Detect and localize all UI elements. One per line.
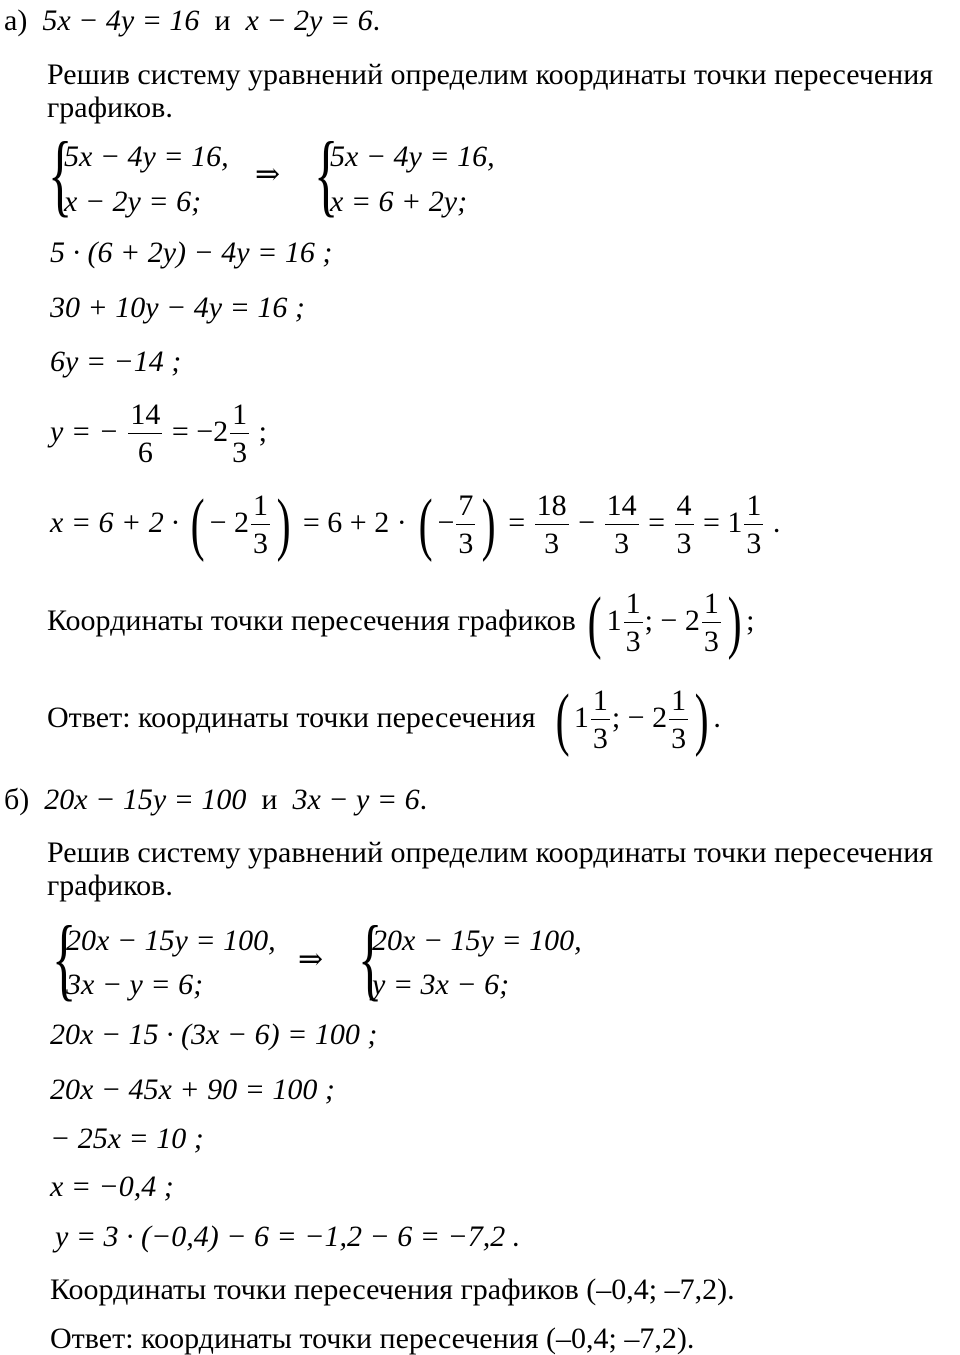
denominator: 6: [137, 436, 153, 469]
open-paren-icon: (: [190, 486, 205, 563]
numerator: 14: [605, 491, 639, 525]
step-5-minus: −: [578, 505, 596, 539]
part-a-equation-1: 5x − 4y = 16: [42, 4, 200, 37]
part-a-heading: [4, 6, 380, 36]
part-b-system-1-line-1: 20x − 15y = 100,: [66, 924, 276, 957]
part-a-system-1-line-1: 5x − 4y = 16,: [64, 140, 229, 173]
part-b-intro-line-1: Решив систему уравнений определим координаты точки пересечения: [47, 836, 934, 869]
denominator: 3: [614, 527, 630, 560]
denominator: 3: [746, 527, 762, 560]
part-b-system-2-line-2: y = 3x − 6;: [372, 968, 510, 1001]
numerator: 1: [624, 589, 643, 623]
implies-arrow-icon: ⇒: [255, 158, 281, 191]
coords-whole: 1: [573, 700, 589, 734]
denominator: 3: [625, 625, 641, 658]
part-b-system-2-line-1: 20x − 15y = 100,: [372, 924, 582, 957]
brace-icon: {: [51, 907, 77, 1009]
numerator: 1: [251, 491, 270, 525]
part-a-system-2-line-1: 5x − 4y = 16,: [330, 140, 495, 173]
step-5-prefix: x = 6 + 2 ·: [50, 505, 179, 539]
fraction: [605, 491, 639, 559]
part-a-answer: [47, 681, 721, 758]
denominator: 3: [671, 722, 687, 755]
open-paren-icon: (: [418, 486, 433, 563]
coords-sep: ; − 2: [644, 603, 700, 637]
numerator: 7: [456, 491, 475, 525]
numerator: 14: [128, 400, 162, 434]
open-paren-icon: (: [587, 584, 602, 661]
step-4-end: ;: [258, 414, 267, 448]
denominator: 3: [253, 527, 269, 560]
coords-sep: ; − 2: [611, 700, 668, 734]
part-a-system-1-line-2: x − 2y = 6;: [64, 185, 202, 218]
numerator: 1: [230, 400, 249, 434]
part-b-and: и: [261, 783, 278, 816]
fraction: [535, 491, 569, 559]
part-b-answer: Ответ: координаты точки пересечения (–0,4; –7,2).: [50, 1322, 695, 1355]
part-a-step-3: 6y = −14 ;: [50, 345, 182, 378]
denominator: 3: [232, 436, 248, 469]
fraction: [230, 400, 249, 468]
step-5-inner-1: − 2: [209, 505, 250, 539]
part-b-step-1: 20x − 15 · (3x − 6) = 100 ;: [50, 1018, 378, 1051]
step-5-end: .: [772, 505, 781, 539]
close-paren-icon: ): [276, 486, 291, 563]
step-5-eq-1: =: [508, 505, 526, 539]
part-a-step-2: 30 + 10y − 4y = 16 ;: [50, 291, 305, 324]
denominator: 3: [544, 527, 560, 560]
period: .: [419, 783, 428, 816]
close-paren-icon: ): [727, 584, 742, 661]
fraction: [128, 400, 162, 468]
step-5-mid: = 6 + 2 ·: [302, 505, 407, 539]
denominator: 3: [676, 527, 692, 560]
part-a-system-2-line-2: x = 6 + 2y;: [330, 185, 468, 218]
fraction: [591, 686, 610, 754]
step-5-eq-3: = 1: [703, 505, 743, 539]
numerator: 18: [535, 491, 569, 525]
implies-arrow-icon: ⇒: [298, 943, 324, 976]
coords-text: Координаты точки пересечения графиков: [47, 603, 576, 637]
answer-end: .: [713, 700, 721, 734]
brace-icon: {: [47, 123, 73, 225]
part-a-intro-line-1: Решив систему уравнений определим координаты точки пересечения: [47, 58, 934, 91]
fraction: [669, 686, 688, 754]
fraction: [251, 491, 270, 559]
close-paren-icon: ): [482, 486, 497, 563]
part-b-coords: Координаты точки пересечения графиков (–0,4; –7,2).: [50, 1273, 735, 1306]
part-b-equation-1: 20x − 15y = 100: [44, 783, 247, 816]
open-paren-icon: (: [555, 681, 570, 758]
fraction: [744, 491, 763, 559]
coords-whole: 1: [606, 603, 622, 637]
part-a-step-4: [50, 400, 267, 468]
part-a-step-5: [50, 486, 781, 563]
close-paren-icon: ): [694, 681, 709, 758]
part-b-step-3: − 25x = 10 ;: [50, 1122, 204, 1155]
fraction: [456, 491, 475, 559]
numerator: 1: [669, 686, 688, 720]
numerator: 1: [591, 686, 610, 720]
step-5-inner-2: −: [437, 505, 455, 539]
numerator: 1: [744, 491, 763, 525]
brace-icon: {: [357, 907, 383, 1009]
part-a-intro-line-2: графиков.: [47, 91, 173, 124]
part-b-label: б): [4, 783, 30, 816]
step-5-eq-2: =: [648, 505, 665, 539]
part-b-step-2: 20x − 45x + 90 = 100 ;: [50, 1073, 335, 1106]
part-a-equation-2: x − 2y = 6: [245, 4, 373, 37]
numerator: 1: [702, 589, 721, 623]
fraction: [624, 589, 643, 657]
denominator: 3: [592, 722, 608, 755]
fraction: [675, 491, 694, 559]
part-a-step-1: 5 · (6 + 2y) − 4y = 16 ;: [50, 236, 333, 269]
part-b-step-5: y = 3 · (−0,4) − 6 = −1,2 − 6 = −7,2 .: [55, 1220, 521, 1253]
numerator: 4: [675, 491, 694, 525]
part-b-heading: [4, 785, 427, 815]
denominator: 3: [458, 527, 474, 560]
step-4-prefix: y = −: [50, 414, 119, 448]
part-b-step-4: x = −0,4 ;: [50, 1170, 174, 1203]
part-b-system-1-line-2: 3x − y = 6;: [66, 968, 204, 1001]
answer-text: Ответ: координаты точки пересечения: [47, 700, 536, 734]
coords-end: ;: [746, 603, 755, 637]
part-a-coords: [47, 584, 755, 661]
fraction: [702, 589, 721, 657]
denominator: 3: [703, 625, 719, 658]
period: .: [372, 4, 381, 37]
part-b-intro-line-2: графиков.: [47, 869, 173, 902]
part-a-label: а): [4, 4, 28, 37]
part-a-and: и: [214, 4, 231, 37]
brace-icon: {: [313, 123, 339, 225]
part-b-equation-2: 3x − y = 6: [292, 783, 420, 816]
step-4-eq: = −2: [171, 414, 229, 448]
